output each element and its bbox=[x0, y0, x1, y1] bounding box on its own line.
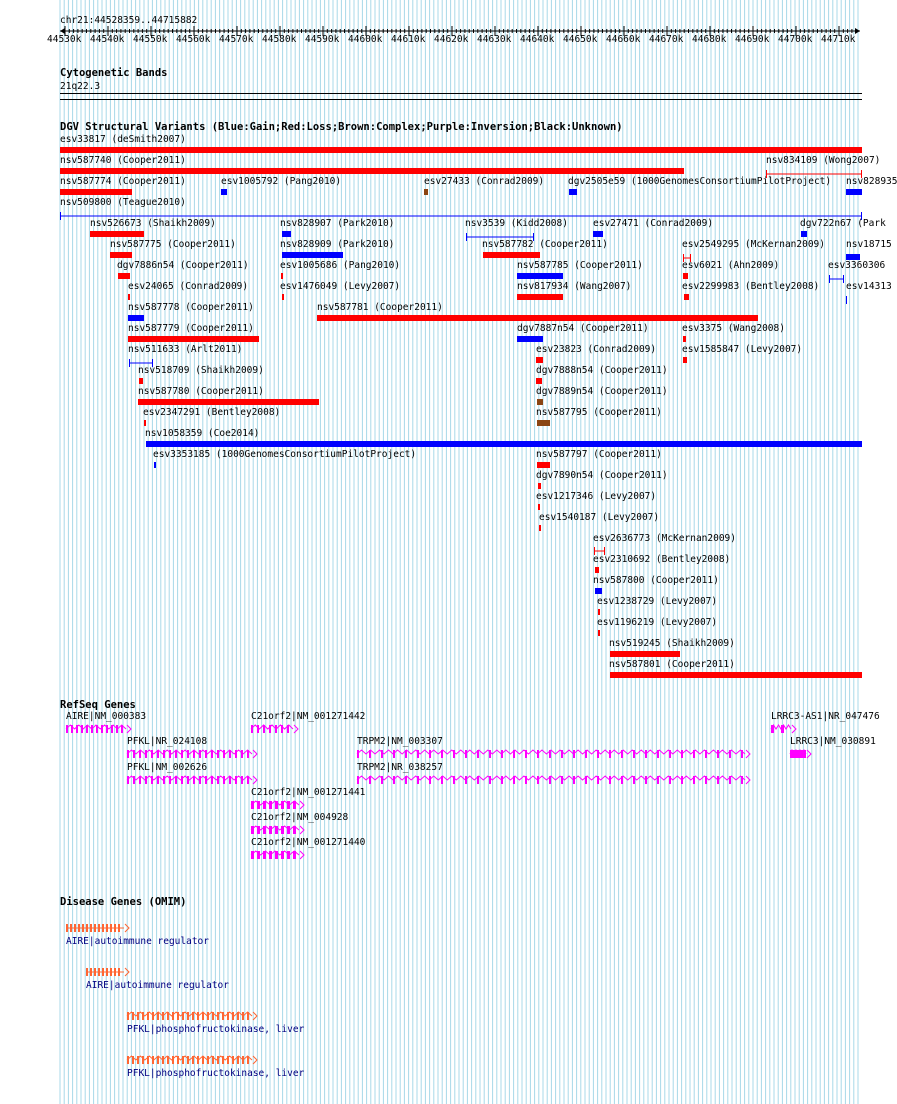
variant-label[interactable]: dgv7890n54 (Cooper2011) bbox=[536, 470, 668, 481]
cyto-band-label[interactable]: 21q22.3 bbox=[60, 81, 101, 92]
ruler-tick-label: 44570k bbox=[219, 34, 254, 45]
variant-label[interactable]: nsv3539 (Kidd2008) bbox=[465, 218, 568, 229]
variant-bar[interactable] bbox=[569, 189, 577, 195]
variant-bar[interactable] bbox=[517, 336, 543, 342]
ruler-tick-label: 44650k bbox=[563, 34, 598, 45]
variant-bar[interactable] bbox=[282, 231, 291, 237]
variant-bar[interactable] bbox=[281, 273, 283, 279]
variant-bar[interactable] bbox=[144, 420, 146, 426]
variant-bar[interactable] bbox=[221, 189, 227, 195]
variant-label[interactable]: nsv587740 (Cooper2011) bbox=[60, 155, 186, 166]
gene-model[interactable] bbox=[66, 723, 134, 735]
variant-bar[interactable] bbox=[60, 189, 132, 195]
variant-bar[interactable] bbox=[536, 357, 543, 363]
variant-bar[interactable] bbox=[538, 504, 540, 510]
ruler-tick-label: 44670k bbox=[649, 34, 684, 45]
variant-label[interactable]: nsv526673 (Shaikh2009) bbox=[90, 218, 216, 229]
gene-label[interactable]: PFKL|NM_002626 bbox=[127, 762, 208, 773]
variant-label[interactable]: esv2549295 (McKernan2009) bbox=[682, 239, 825, 250]
ruler-tick-label: 44620k bbox=[434, 34, 469, 45]
variant-label[interactable]: nsv587774 (Cooper2011) bbox=[60, 176, 186, 187]
variant-label[interactable]: esv1540187 (Levy2007) bbox=[539, 512, 660, 523]
variant-label[interactable]: esv33817 (deSmith2007) bbox=[60, 134, 186, 145]
ruler-tick-label: 44600k bbox=[348, 34, 383, 45]
variant-label[interactable]: esv3353185 (1000GenomesConsortiumPilotProject) bbox=[153, 449, 417, 460]
variant-label[interactable]: nsv518709 (Shaikh2009) bbox=[138, 365, 264, 376]
gene-label[interactable]: LRRC3|NM_030891 bbox=[790, 736, 876, 747]
variant-label[interactable]: esv1585847 (Levy2007) bbox=[682, 344, 803, 355]
omim-gene-model[interactable] bbox=[86, 966, 132, 978]
gene-model[interactable] bbox=[790, 748, 814, 760]
variant-label[interactable]: esv3360306 bbox=[828, 260, 886, 271]
omim-track-title[interactable]: Disease Genes (OMIM) bbox=[60, 896, 187, 908]
variant-bar[interactable] bbox=[683, 336, 686, 342]
dgv-track-title[interactable]: DGV Structural Variants (Blue:Gain;Red:Loss;Brown:Complex;Purple:Inversion;Black:Unknown) bbox=[60, 121, 623, 133]
gene-label[interactable]: PFKL|NR_024108 bbox=[127, 736, 208, 747]
cyto-track-title[interactable]: Cytogenetic Bands bbox=[60, 67, 168, 79]
gene-model[interactable] bbox=[357, 748, 753, 760]
variant-label[interactable]: nsv587800 (Cooper2011) bbox=[593, 575, 719, 586]
variant-bar[interactable] bbox=[146, 441, 862, 447]
omim-label[interactable]: AIRE|autoimmune regulator bbox=[86, 980, 229, 991]
variant-bar[interactable] bbox=[517, 294, 563, 300]
variant-label[interactable]: nsv587778 (Cooper2011) bbox=[128, 302, 254, 313]
variant-label[interactable]: nsv828909 (Park2010) bbox=[280, 239, 395, 250]
variant-label[interactable]: esv27433 (Conrad2009) bbox=[424, 176, 545, 187]
variant-label[interactable]: esv2636773 (McKernan2009) bbox=[593, 533, 736, 544]
ruler-tick-label: 44710k bbox=[821, 34, 856, 45]
variant-bar[interactable] bbox=[683, 357, 687, 363]
variant-label[interactable]: nsv828935 bbox=[846, 176, 897, 187]
variant-label[interactable]: esv1476049 (Levy2007) bbox=[280, 281, 401, 292]
variant-bar[interactable] bbox=[846, 189, 862, 195]
variant-label[interactable]: nsv1058359 (Coe2014) bbox=[145, 428, 260, 439]
omim-gene-model[interactable] bbox=[66, 922, 132, 934]
gene-model[interactable] bbox=[357, 774, 753, 786]
gene-model[interactable] bbox=[251, 799, 307, 811]
variant-label[interactable]: nsv587797 (Cooper2011) bbox=[536, 449, 662, 460]
variant-bar[interactable] bbox=[801, 231, 807, 237]
omim-gene-model[interactable] bbox=[127, 1010, 260, 1022]
variant-label[interactable]: nsv587785 (Cooper2011) bbox=[517, 260, 643, 271]
variant-bar[interactable] bbox=[598, 609, 600, 615]
variant-label[interactable]: nsv519245 (Shaikh2009) bbox=[609, 638, 735, 649]
variant-bar[interactable] bbox=[536, 378, 542, 384]
variant-bar[interactable] bbox=[593, 231, 603, 237]
variant-bar[interactable] bbox=[829, 275, 846, 283]
gene-label[interactable]: C21orf2|NM_001271441 bbox=[251, 787, 366, 798]
variant-bar[interactable] bbox=[317, 315, 758, 321]
gene-model[interactable] bbox=[127, 774, 260, 786]
variant-bar[interactable] bbox=[539, 525, 541, 531]
refseq-track-title[interactable]: RefSeq Genes bbox=[60, 699, 136, 711]
variant-label[interactable]: nsv587781 (Cooper2011) bbox=[317, 302, 443, 313]
variant-bar[interactable] bbox=[598, 630, 600, 636]
variant-bar[interactable] bbox=[537, 399, 543, 405]
variant-bar[interactable] bbox=[595, 588, 602, 594]
variant-bar[interactable] bbox=[684, 294, 689, 300]
variant-label[interactable]: nsv817934 (Wang2007) bbox=[517, 281, 632, 292]
variant-bar[interactable] bbox=[90, 231, 144, 237]
variant-label[interactable]: dgv7886n54 (Cooper2011) bbox=[117, 260, 249, 271]
ruler-tick-label: 44640k bbox=[520, 34, 555, 45]
gene-model[interactable] bbox=[771, 723, 799, 735]
variant-bar[interactable] bbox=[610, 672, 862, 678]
ruler-tick-label: 44580k bbox=[262, 34, 297, 45]
variant-label[interactable]: nsv587795 (Cooper2011) bbox=[536, 407, 662, 418]
position-label: chr21:44528359..44715882 bbox=[60, 15, 198, 26]
variant-bar[interactable] bbox=[424, 189, 428, 195]
variant-bar[interactable] bbox=[118, 273, 130, 279]
ruler-tick-label: 44700k bbox=[778, 34, 813, 45]
omim-label[interactable]: PFKL|phosphofructokinase, liver bbox=[127, 1024, 305, 1035]
variant-label[interactable]: nsv509800 (Teague2010) bbox=[60, 197, 186, 208]
variant-label[interactable]: nsv587775 (Cooper2011) bbox=[110, 239, 236, 250]
variant-label[interactable]: esv23823 (Conrad2009) bbox=[536, 344, 657, 355]
variant-label[interactable]: nsv834109 (Wong2007) bbox=[766, 155, 881, 166]
variant-label[interactable]: esv6021 (Ahn2009) bbox=[682, 260, 780, 271]
gene-model[interactable] bbox=[251, 824, 307, 836]
variant-label[interactable]: dgv7888n54 (Cooper2011) bbox=[536, 365, 668, 376]
gene-model[interactable] bbox=[251, 849, 307, 861]
ruler-tick-label: 44660k bbox=[606, 34, 641, 45]
cyto-divider bbox=[60, 93, 862, 94]
variant-bar[interactable] bbox=[128, 294, 130, 300]
gene-label[interactable]: C21orf2|NM_004928 bbox=[251, 812, 349, 823]
ruler-tick-label: 44590k bbox=[305, 34, 340, 45]
gene-label[interactable]: TRPM2|NM_003307 bbox=[357, 736, 443, 747]
ruler-tick-label: 44610k bbox=[391, 34, 426, 45]
variant-label[interactable]: esv1196219 (Levy2007) bbox=[597, 617, 718, 628]
variant-label[interactable]: esv1238729 (Levy2007) bbox=[597, 596, 718, 607]
variant-label[interactable]: nsv587780 (Cooper2011) bbox=[138, 386, 264, 397]
variant-label[interactable]: dgv2505e59 (1000GenomesConsortiumPilotProject) bbox=[568, 176, 832, 187]
ruler-tick-label: 44630k bbox=[477, 34, 512, 45]
ruler-tick-label: 44560k bbox=[176, 34, 211, 45]
cyto-divider-2 bbox=[60, 99, 862, 100]
variant-bar[interactable] bbox=[60, 168, 684, 174]
variant-label[interactable]: esv2310692 (Bentley2008) bbox=[593, 554, 731, 565]
variant-label[interactable]: nsv828907 (Park2010) bbox=[280, 218, 395, 229]
ruler-tick-label: 44540k bbox=[90, 34, 125, 45]
variant-label[interactable]: dgv722n67 (Park bbox=[800, 218, 886, 229]
ruler-tick-label: 44530k bbox=[47, 34, 82, 45]
variant-bar[interactable] bbox=[282, 252, 343, 258]
variant-label[interactable]: esv1005792 (Pang2010) bbox=[221, 176, 342, 187]
variant-bar[interactable] bbox=[846, 296, 850, 304]
variant-bar[interactable] bbox=[537, 462, 550, 468]
ruler-tick-label: 44550k bbox=[133, 34, 168, 45]
variant-label[interactable]: nsv587779 (Cooper2011) bbox=[128, 323, 254, 334]
variant-label[interactable]: esv14313 bbox=[846, 281, 892, 292]
gene-model[interactable] bbox=[127, 748, 260, 760]
variant-bar[interactable] bbox=[483, 252, 540, 258]
variant-label[interactable]: dgv7887n54 (Cooper2011) bbox=[517, 323, 649, 334]
ruler-tick-label: 44680k bbox=[692, 34, 727, 45]
gene-label[interactable]: AIRE|NM_000383 bbox=[66, 711, 147, 722]
variant-bar[interactable] bbox=[128, 336, 259, 342]
variant-bar[interactable] bbox=[138, 399, 319, 405]
variant-label[interactable]: nsv587801 (Cooper2011) bbox=[609, 659, 735, 670]
variant-bar[interactable] bbox=[60, 147, 862, 153]
ruler-tick-label: 44690k bbox=[735, 34, 770, 45]
gene-label[interactable]: LRRC3-AS1|NR_047476 bbox=[771, 711, 880, 722]
variant-label[interactable]: nsv587782 (Cooper2011) bbox=[482, 239, 608, 250]
variant-bar[interactable] bbox=[610, 651, 680, 657]
variant-bar[interactable] bbox=[517, 273, 563, 279]
variant-bar[interactable] bbox=[128, 315, 144, 321]
gene-label[interactable]: C21orf2|NM_001271442 bbox=[251, 711, 366, 722]
variant-bar[interactable] bbox=[282, 294, 284, 300]
omim-label[interactable]: PFKL|phosphofructokinase, liver bbox=[127, 1068, 305, 1079]
variant-label[interactable]: esv2347291 (Bentley2008) bbox=[143, 407, 281, 418]
variant-label[interactable]: esv27471 (Conrad2009) bbox=[593, 218, 714, 229]
variant-bar[interactable] bbox=[110, 252, 132, 258]
variant-label[interactable]: esv2299983 (Bentley2008) bbox=[682, 281, 820, 292]
variant-label[interactable]: dgv7889n54 (Cooper2011) bbox=[536, 386, 668, 397]
gene-label[interactable]: C21orf2|NM_001271440 bbox=[251, 837, 366, 848]
variant-label[interactable]: nsv511633 (Arlt2011) bbox=[128, 344, 243, 355]
variant-bar[interactable] bbox=[538, 483, 541, 489]
variant-bar[interactable] bbox=[139, 378, 143, 384]
variant-bar[interactable] bbox=[595, 567, 599, 573]
variant-bar[interactable] bbox=[154, 462, 156, 468]
omim-gene-model[interactable] bbox=[127, 1054, 260, 1066]
variant-label[interactable]: esv1005686 (Pang2010) bbox=[280, 260, 401, 271]
gene-model[interactable] bbox=[251, 723, 301, 735]
variant-bar[interactable] bbox=[683, 273, 688, 279]
variant-label[interactable]: esv24065 (Conrad2009) bbox=[128, 281, 249, 292]
omim-label[interactable]: AIRE|autoimmune regulator bbox=[66, 936, 209, 947]
variant-label[interactable]: esv1217346 (Levy2007) bbox=[536, 491, 657, 502]
variant-label[interactable]: nsv18715 bbox=[846, 239, 892, 250]
variant-label[interactable]: esv3375 (Wang2008) bbox=[682, 323, 785, 334]
variant-bar[interactable] bbox=[537, 420, 550, 426]
gene-label[interactable]: TRPM2|NR_038257 bbox=[357, 762, 443, 773]
